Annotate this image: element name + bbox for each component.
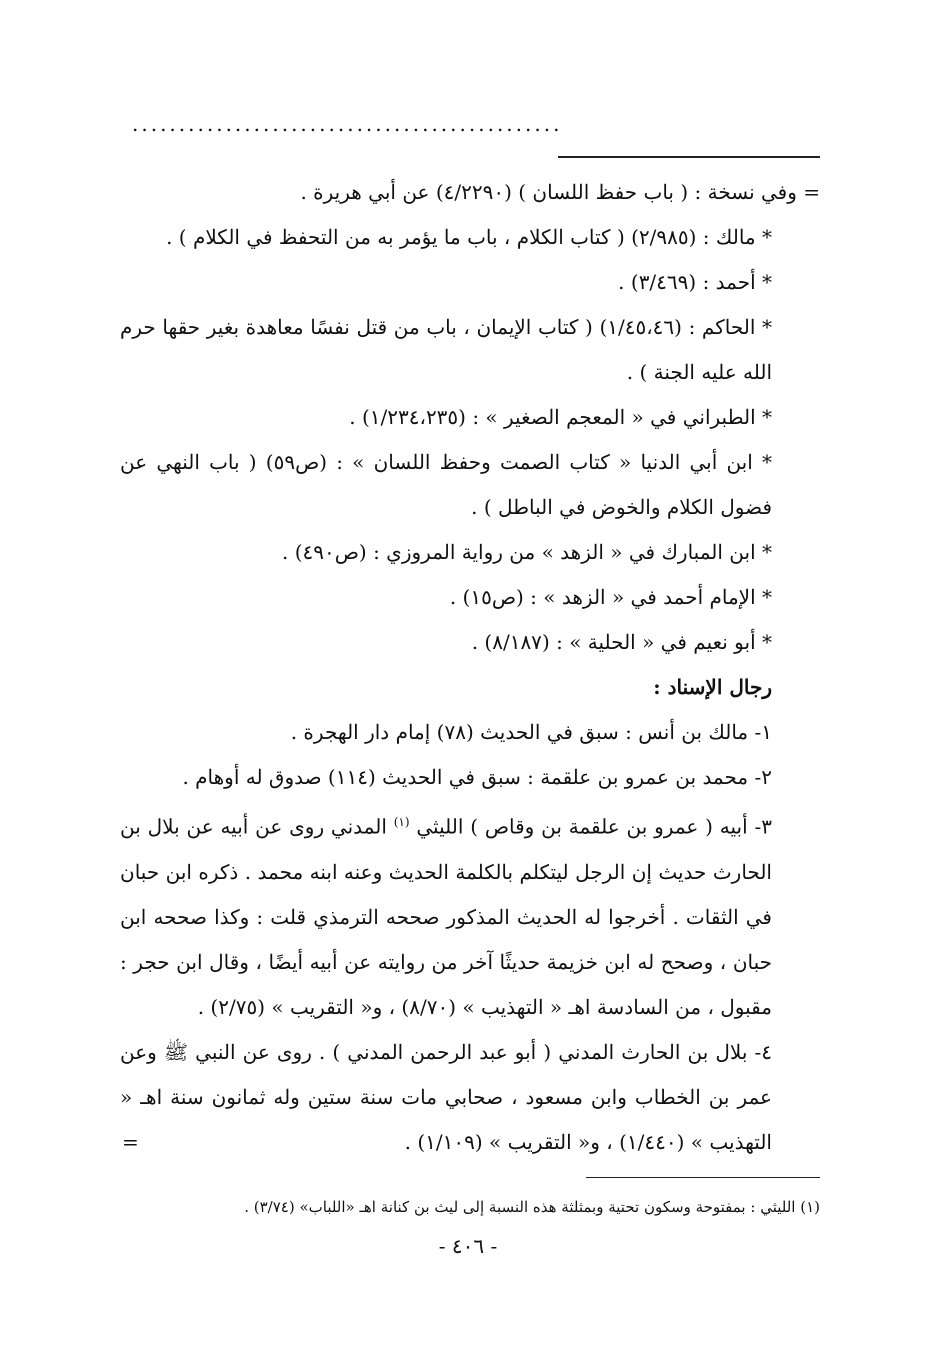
top-rule	[558, 156, 820, 158]
continuation-line: = وفي نسخة : ( باب حفظ اللسان ) (٤/٢٢٩٠) عن أبي هريرة .	[300, 180, 820, 204]
narrator-3	[120, 800, 820, 1030]
footnote-rule	[586, 1177, 820, 1178]
narrator-4: ٤- بلال بن الحارث المدني ( أبو عبد الرحمن المدني ) . روى عن النبي ﷺ وعن عمر بن الخطاب وابن مسعود ، صحابي مات سنة ستين وله ثمانون سنة اهـ « التهذيب » (١/٤٤٠) ، و« التقريب » (١/١٠٩) .	[120, 1039, 772, 1154]
source-item: * أحمد : (٣/٤٦٩) .	[618, 270, 772, 294]
narrators-heading: رجال الإسناد :	[653, 675, 772, 699]
narrator-3-start: ٣- أبيه ( عمرو بن علقمة بن وقاص ) الليثي	[416, 814, 772, 839]
page-number: - ٤٠٦ -	[438, 1234, 498, 1258]
narrator-3-rest: المدني روى عن أبيه عن بلال بن الحارث حديث إن الرجل ليتكلم بالكلمة الحديث وعنه ابنه محمد . ذكره ابن حبان في الثقات . أخرجوا له الحديث المذكور صححه الترمذي قلت : وكذا صححه ابن حبان ، وصحح له ابن خزيمة حديثًا آخر من روايته عن أبيه أيضًا ، وقال ابن حجر : مقبول ، من السادسة اهـ « التهذيب » (٨/٧٠) ، و« التقريب » (٢/٧٥) .	[120, 814, 772, 1019]
source-item: * ابن أبي الدنيا « كتاب الصمت وحفظ اللسان » : (ص٥٩) ( باب النهي عن فضول الكلام والخوض في الباطل ) .	[120, 450, 772, 519]
narrator-2: ٢- محمد بن عمرو بن علقمة : سبق في الحديث (١١٤) صدوق له أوهام .	[182, 765, 772, 789]
source-item: * مالك : (٢/٩٨٥) ( كتاب الكلام ، باب ما يؤمر به من التحفظ في الكلام ) .	[166, 225, 772, 249]
narrator-1: ١- مالك بن أنس : سبق في الحديث (٧٨) إمام دار الهجرة .	[290, 720, 772, 744]
continuation-mark: =	[122, 1130, 139, 1154]
source-item: * الإمام أحمد في « الزهد » : (ص١٥) .	[449, 585, 772, 609]
source-item: * أبو نعيم في « الحلية » : (٨/١٨٧) .	[471, 630, 772, 654]
separator-dots: ..............................................	[132, 112, 563, 136]
source-item: * الطبراني في « المعجم الصغير » : (١/٢٣٤،٢٣٥) .	[349, 405, 772, 429]
main-text	[120, 170, 820, 1165]
source-item: * ابن المبارك في « الزهد » من رواية المروزي : (ص٤٩٠) .	[281, 540, 772, 564]
source-item: * الحاكم : (١/٤٥،٤٦) ( كتاب الإيمان ، باب من قتل نفسًا معاهدة بغير حقها حرم الله عليه الجنة ) .	[120, 315, 773, 384]
footnote: (١) الليثي : بمفتوحة وسكون تحتية وبمثلثة هذه النسبة إلى ليث بن كنانة اهـ «اللباب» (٣/٧٤) .	[244, 1198, 820, 1216]
footnote-reference[interactable]: (١)	[393, 815, 410, 829]
